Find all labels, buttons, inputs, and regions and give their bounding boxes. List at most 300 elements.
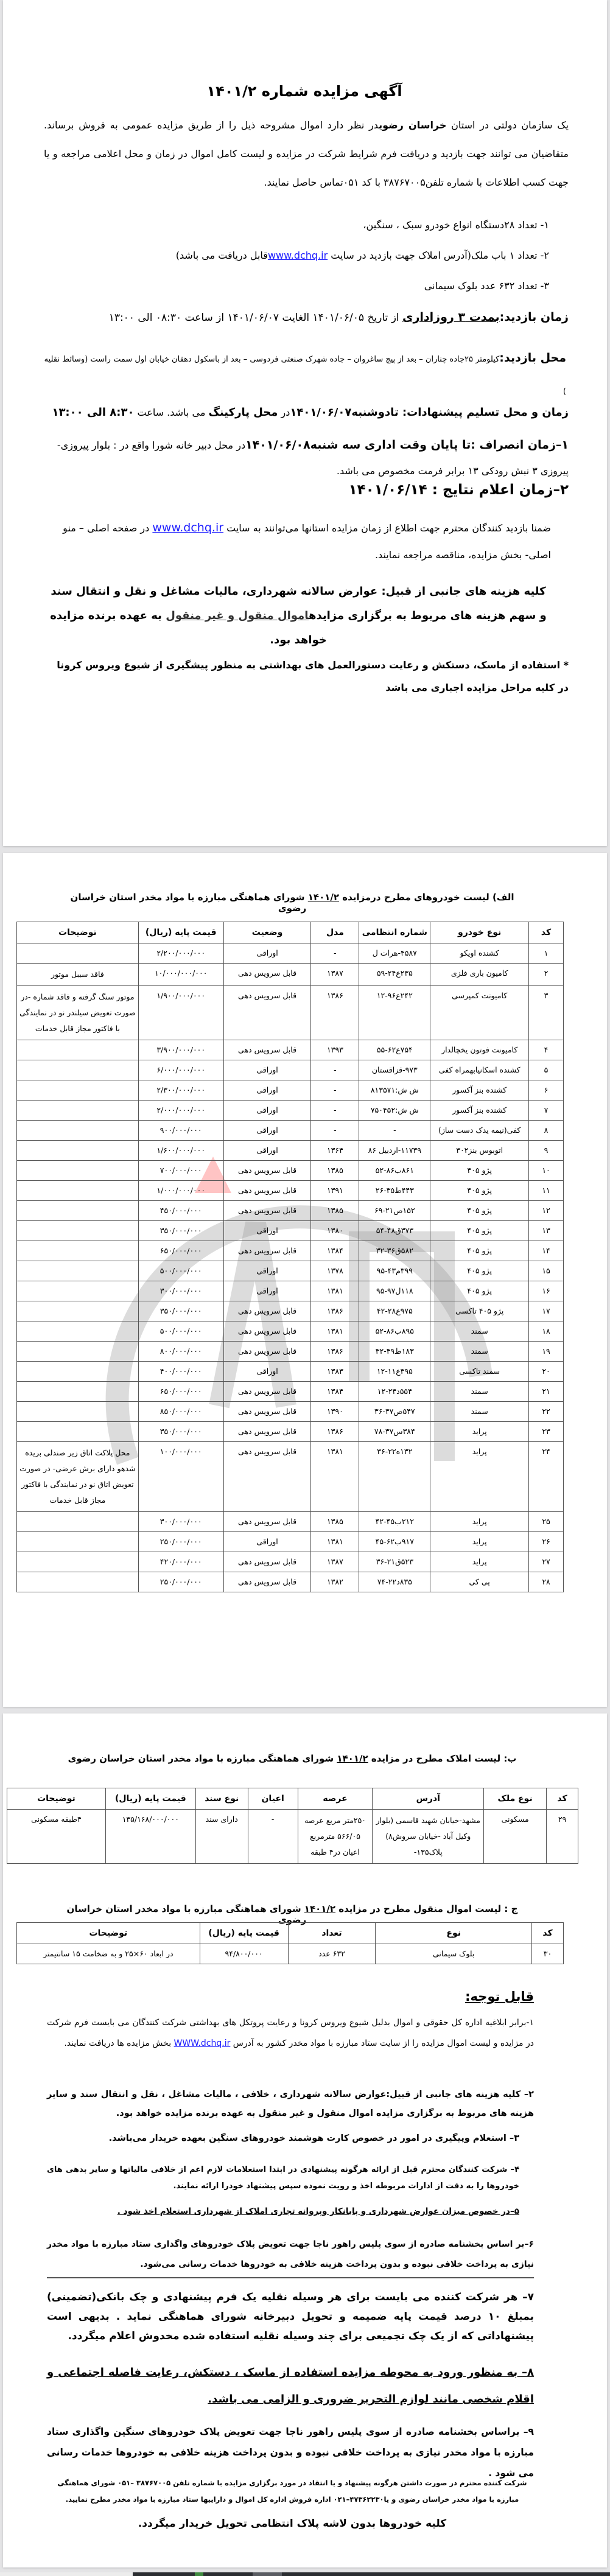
vehicles-cell: سمند تاکسی [430, 1362, 529, 1382]
vehicles-cell [17, 1141, 139, 1161]
vehicles-cell: ۹ [529, 1141, 564, 1161]
vehicles-cell: پراید [430, 1422, 529, 1442]
covid-note: * استفاده از ماسک، دستکش و رعایت دستورالعمل های بهداشتی به منظور پیشگیری از شیوع ویروس کرونا در کلیه مراحل مزایده اجباری می باشد [57, 659, 569, 693]
intro-province: خراسان رضوی [379, 119, 447, 131]
vehicles-cell: ۳۵۰/۰۰۰/۰۰۰ [138, 1221, 223, 1241]
table-row [17, 1301, 564, 1321]
vehicles-cell: قابل سرویس دهی [223, 1201, 311, 1221]
movables-cell: بلوک سیمانی [376, 1944, 532, 1964]
note-2 [47, 2085, 534, 2123]
vehicles-cell: پراید [430, 1532, 529, 1552]
vehicles-header-cell: شماره انتظامی [359, 922, 430, 943]
note-1-after: بخش مزایده ها دریافت نمایند. [64, 2039, 174, 2048]
vehicles-cell: قابل سرویس دهی [223, 1382, 311, 1402]
table-row [17, 1422, 564, 1442]
vehicles-cell [17, 1362, 139, 1382]
vehicles-cell: ۲/۳۰۰/۰۰۰/۰۰۰ [138, 1080, 223, 1101]
table-row [17, 1402, 564, 1422]
properties-table [7, 1788, 578, 1864]
table-row [17, 1572, 564, 1592]
taskbar-app-icon[interactable] [195, 2572, 203, 2576]
vehicles-cell: ۳/۹۰۰/۰۰۰/۰۰۰ [138, 1040, 223, 1060]
meanwhile-before: ضمنا بازدید کنندگان محترم جهت اطلاع از زمان مزایده استانها می‌توانند به سایت [223, 522, 551, 534]
vehicles-cell: قابل سرویس دهی [223, 964, 311, 986]
costs-before: کلیه هزینه های جانبی از قبیل: عوارض سالانه شهرداری، مالیات مشاغل و نقل و انتقال سند و سهم هزینه های مربوط به برگزاری مزایده [51, 585, 547, 622]
item-1: ۱- تعداد ۲۸دستگاه انواع خودرو سبک ، سنگین، [363, 219, 549, 231]
vehicles-cell: ۵۴۷ص۴۷-۳۶ [359, 1402, 430, 1422]
vehicles-title-number: ۱۴۰۱/۲ [307, 892, 340, 903]
vehicles-cell: ۱۳۸۵ [311, 1512, 359, 1532]
table-row [17, 1512, 564, 1532]
properties-header-cell: آدرس [373, 1788, 484, 1810]
vehicles-cell: ۱۵ [529, 1261, 564, 1281]
vehicles-cell: ۳۷۳ق۴۸-۵۴ [359, 1221, 430, 1241]
vehicles-cell: ۴۲۰/۰۰۰/۰۰۰ [138, 1552, 223, 1572]
dchq-link-2[interactable]: www.dchq.ir [152, 521, 224, 534]
vehicles-cell: ۱۳۸۵ [311, 1201, 359, 1221]
movables-header-cell: کد [532, 1923, 564, 1944]
vehicles-cell: ۲۵۰/۰۰۰/۰۰۰ [138, 1572, 223, 1592]
vehicles-cell: اوراقی [223, 1281, 311, 1301]
dchq-link[interactable]: www.dchq.ir [267, 250, 328, 261]
item-2 [176, 250, 549, 261]
vehicles-cell: کفی(نیمه یدک دست ساز) [430, 1121, 529, 1141]
visit-place [44, 342, 566, 408]
vehicles-cell [17, 1382, 139, 1402]
vehicles-cell: ۲۳ [529, 1422, 564, 1442]
properties-title [61, 1753, 524, 1764]
properties-header-cell: نوع ملک [484, 1788, 547, 1810]
vehicles-cell: ۱۳۲ه۲۲-۳۶ [359, 1442, 430, 1512]
vehicles-cell [17, 1301, 139, 1321]
vehicles-cell: کشنده بنز آکسور [430, 1101, 529, 1121]
vehicles-header-cell: کد [529, 922, 564, 943]
vehicles-cell: موتور سنگ گرفته و فاقد شماره -در صورت تعویض سیلندر نو در نمایندگی با فاکتور مجاز قابل خدمات [17, 986, 139, 1040]
vehicles-cell: ۱۳۸۲ [311, 1572, 359, 1592]
table-row [17, 1944, 564, 1964]
movables-header-cell: نوع [376, 1923, 532, 1944]
vehicles-header-cell: توضیحات [17, 922, 139, 943]
vehicles-cell: ۱۳۸۶ [311, 986, 359, 1040]
vehicles-cell: ۱۳۸۷ [311, 1552, 359, 1572]
vehicles-cell: ۸۳۵د۲۲-۷۴ [359, 1572, 430, 1592]
movables-cell: ۶۳۲ عدد [288, 1944, 376, 1964]
vehicles-cell: - [311, 1080, 359, 1101]
withdrawal-label: ۱–زمان انصراف :تا پایان وقت اداری سه شنبه۱۴۰۱/۰۶/۰۸ [245, 438, 569, 452]
vehicles-cell [17, 1040, 139, 1060]
table-row [17, 1060, 564, 1080]
vehicles-cell: اوراقی [223, 1101, 311, 1121]
vehicles-cell: ۱۳۸۴ [311, 1241, 359, 1261]
vehicles-cell: ۱۸ [529, 1321, 564, 1342]
vehicles-cell: ۱۰۰/۰۰۰/۰۰۰ [138, 1442, 223, 1512]
movables-cell: ۹۴/۸۰۰/۰۰۰ [200, 1944, 288, 1964]
vehicles-cell: قابل سرویس دهی [223, 1422, 311, 1442]
vehicles-cell: ۶۵۰/۰۰۰/۰۰۰ [138, 1241, 223, 1261]
vehicles-cell: کشنده بنز آکسور [430, 1080, 529, 1101]
vehicles-cell: ۱۶ [529, 1281, 564, 1301]
vehicles-cell: اوراقی [223, 1060, 311, 1080]
vehicles-cell: ۵ [529, 1060, 564, 1080]
properties-cell: ۴طبقه مسکونی [7, 1810, 106, 1864]
vehicles-cell: ۵۰۰/۰۰۰/۰۰۰ [138, 1261, 223, 1281]
vehicles-header-cell: مدل [311, 922, 359, 943]
vehicles-cell: ۱۳ [529, 1221, 564, 1241]
vehicles-header-cell: وضعیت [223, 922, 311, 943]
vehicles-cell: اوراقی [223, 1362, 311, 1382]
table-row [17, 943, 564, 964]
vehicles-cell: ۱۲ [529, 1201, 564, 1221]
vehicles-cell: ۲۲ [529, 1402, 564, 1422]
vehicles-cell: ۶ [529, 1080, 564, 1101]
table-row [17, 1261, 564, 1281]
note-4: ۴– شرکت کنندگان محترم قبل از ارائه هرگونه پیشنهادی در ابتدا استعلامات لازم اعم از خلافی مالیاتها و سایر بدهی های خودروها را به دقت از ادارات مربوطه اخذ و رویت نموده سپس پیشنهاد خودرا ارائه نمایند. [47, 2165, 519, 2191]
vehicles-cell: ۵۵۴د۲۴-۱۲ [359, 1382, 430, 1402]
delivery-label: زمان و محل تسلیم پیشنهادات: تادوشنبه۱۴۰۱/۰۶/۰۷ [290, 406, 569, 419]
vehicles-cell: قابل سرویس دهی [223, 1181, 311, 1201]
vehicles-cell: سمند [430, 1402, 529, 1422]
notice-title: آگهی مزایده شماره ۱۴۰۱/۲ [206, 83, 402, 100]
vehicles-cell: سمند [430, 1321, 529, 1342]
note-5: ۵–در خصوص میزان عوارض شهرداری و پایانکار وپروانه تجاری املاک از شهرداری استعلام اخذ شود . [117, 2207, 519, 2216]
vehicles-cell: ۱۴ [529, 1241, 564, 1261]
properties-header-cell: عرصه [298, 1788, 373, 1810]
vehicles-cell: ۳۵۰/۰۰۰/۰۰۰ [138, 1301, 223, 1321]
costs-after: به عهده برنده مزایده خواهد بود. [50, 609, 327, 646]
vehicles-cell: ۲۱ [529, 1382, 564, 1402]
vehicles-cell: ۱۳۸۳ [311, 1362, 359, 1382]
table-row [17, 1221, 564, 1241]
table-row [17, 1281, 564, 1301]
table-row [17, 1532, 564, 1552]
vehicles-cell [17, 1161, 139, 1181]
vehicles-cell: اوراقی [223, 1532, 311, 1552]
vehicles-cell: اتوبوس بنز۳۰۲ [430, 1141, 529, 1161]
vehicles-cell: محل پلاکت اتاق زیر صندلی بریده شدهو دارای برش عرضی- در صورت تعویض اتاق نو در نمایندگی با فاکتور مجاز قابل خدمات [17, 1442, 139, 1512]
vehicles-cell [17, 1552, 139, 1572]
vehicles-cell: ۸۹۵ب۸۶-۵۲ [359, 1321, 430, 1342]
vehicles-cell: ۲ [529, 964, 564, 986]
vehicles-cell [17, 1261, 139, 1281]
vehicles-cell: قابل سرویس دهی [223, 1342, 311, 1362]
properties-title-before: ب: لیست املاک مطرح در مزایده [368, 1753, 517, 1764]
vehicles-cell: اوراقی [223, 1221, 311, 1241]
table-row [17, 1342, 564, 1362]
vehicles-cell: کشنده اسکانیابهمراه کفی [430, 1060, 529, 1080]
vehicles-cell [17, 1060, 139, 1080]
intro-after: در نظر دارد اموال مشروحه ذیل را از طریق مزایده عمومی به فروش برساند. متقاضیان می توانند جهت بازدید و دریافت فرم شرایط شرکت در مزایده و لیست کامل اموال در زمان و محل اعلامی مراجعه و یا جهت کسب اطلاعات با شماره تلفن۳۸۷۶۷۰۰۵ با کد ۰۵۱تماس حاصل نمایند. [44, 119, 569, 188]
vehicles-cell: پژو ۴۰۵ [430, 1181, 529, 1201]
note-2-label: ۲– کلیه هزینه های جانبی از قبیل: [386, 2090, 534, 2099]
vehicles-cell: ۷ [529, 1101, 564, 1121]
vehicles-cell: ۱۷ [529, 1301, 564, 1321]
vehicles-cell: ۳۰۰/۰۰۰/۰۰۰ [138, 1512, 223, 1532]
taskbar-search-area[interactable] [0, 2572, 133, 2576]
vehicles-cell: پژو ۴۰۵ [430, 1161, 529, 1181]
vehicles-cell: ۱۳۹۳ [311, 1040, 359, 1060]
vehicles-cell [17, 1181, 139, 1201]
vehicles-cell: ۱۱ [529, 1181, 564, 1201]
vehicles-cell [17, 1402, 139, 1422]
vehicles-cell: پژو ۴۰۵ [430, 1221, 529, 1241]
vehicles-cell: اوراقی [223, 1141, 311, 1161]
item-2-after: قابل دریافت می باشد) [175, 250, 268, 261]
vehicles-cell: - [359, 1121, 430, 1141]
vehicles-cell [17, 1512, 139, 1532]
vehicles-cell: کامیون باری فلزی [430, 964, 529, 986]
vehicles-cell: پراید [430, 1442, 529, 1512]
properties-header-cell: اعیان [248, 1788, 298, 1810]
vehicles-table [16, 922, 564, 1592]
vehicles-cell: - [311, 1121, 359, 1141]
costs-underlined: اموال منقول و غیر منقول [166, 609, 309, 622]
movables-header-cell: قیمت پایه (ریال) [200, 1923, 288, 1944]
vehicles-cell [17, 1241, 139, 1261]
vehicles-cell: قابل سرویس دهی [223, 1241, 311, 1261]
properties-cell: ۱۳۵/۱۶۸/۰۰۰/۰۰۰ [105, 1810, 195, 1864]
vehicles-cell: کامیونت فوتون یخچالدار [430, 1040, 529, 1060]
vehicles-cell: ۱۳۹۰ [311, 1402, 359, 1422]
vehicles-cell: ۲۷ [529, 1552, 564, 1572]
properties-cell: مسکونی [484, 1810, 547, 1864]
vehicles-cell: قابل سرویس دهی [223, 986, 311, 1040]
vehicles-cell: - [311, 943, 359, 964]
vehicles-cell: ۲۶ [529, 1532, 564, 1552]
intro-paragraph [44, 111, 569, 197]
movables-title-before: ج : لیست اموال منقول مطرح در مزایده [335, 1903, 518, 1914]
properties-cell: ۲۹ [547, 1810, 578, 1864]
vehicles-cell: ۳۵۰/۰۰۰/۰۰۰ [138, 1422, 223, 1442]
movables-cell: ۳۰ [532, 1944, 564, 1964]
results-date: ۲–زمان اعلام نتایج : ۱۴۰۱/۰۶/۱۴ [348, 482, 569, 498]
vehicles-cell: ۱۱۷۳۹-اردبیل ۸۶ [359, 1141, 430, 1161]
vehicles-cell: پژو ۴۰۵ [430, 1281, 529, 1301]
table-row [17, 1382, 564, 1402]
vehicles-cell: ۱۵۲ص۲۱-۶۹ [359, 1201, 430, 1221]
vehicles-cell: ۴۵۰/۰۰۰/۰۰۰ [138, 1201, 223, 1221]
vehicles-cell [17, 1422, 139, 1442]
properties-cell: دارای سند [195, 1810, 248, 1864]
vehicles-cell [17, 943, 139, 964]
vehicles-cell: اوراقی [223, 1080, 311, 1101]
taskbar [0, 2572, 610, 2576]
vehicles-cell: قابل سرویس دهی [223, 1161, 311, 1181]
vehicles-cell: ۵۰۰/۰۰۰/۰۰۰ [138, 1321, 223, 1342]
vehicles-cell: ۲۰ [529, 1362, 564, 1382]
table-row [17, 1181, 564, 1201]
vehicles-cell [17, 1221, 139, 1241]
withdrawal-info [44, 432, 569, 484]
note-2-text: عوارض سالانه شهرداری ، خلافی ، مالیات مشاغل ، نقل و انتقال سند و سایر هزینه های مربوط به برگزاری مزایده اموال منقول و غیر منقول به عهده برنده مزایده خواهد بود. [47, 2090, 534, 2118]
vehicles-cell: ۱۸۳ط۴۹-۳۲ [359, 1342, 430, 1362]
properties-header-cell: توضیحات [7, 1788, 106, 1810]
contact-note: شرکت کننده محترم در صورت داشتن هرگونه پیشنهاد و یا انتقاد در مورد برگزاری مزایده با شماره تلفن ۳۸۷۶۷۰۰۵ –۰۵۱ شورای هماهنگی مبارزه با مواد مخدر خراسان رضوی و یا۴۷۳۶۲۲۳۰–۰۲۱ اداره فروش اداره کل اموال و داراییها ستاد مبارزه با مواد مخدر مطرح نمایید. [57, 2479, 527, 2504]
visit-place-text: کیلومتر ۲۵جاده چناران – بعد از پیچ ساغروان – جاده شهرک صنعتی فردوسی – بعد از باسکول دهقان خیابان اول سمت راست (وسائط نقلیه ) [44, 355, 566, 396]
visit-place-label: محل بازدید: [499, 351, 566, 365]
vehicles-cell: ۱۳۸۱ [311, 1281, 359, 1301]
delivery-in: در [278, 407, 290, 418]
table-row [17, 1080, 564, 1101]
vehicles-cell [17, 1342, 139, 1362]
vehicles-header-cell: نوع خودرو [430, 922, 529, 943]
dchq-link-3[interactable]: WWW.dchq.ir [174, 2039, 231, 2048]
vehicles-cell: قابل سرویس دهی [223, 1442, 311, 1512]
item-2-text: ۲- تعداد ۱ باب ملک(آدرس املاک جهت بازدید در سایت [328, 250, 549, 261]
vehicles-cell: فاقد سیبل موتور [17, 964, 139, 986]
meanwhile-note [43, 514, 551, 569]
vehicles-cell: ۳۰۰/۰۰۰/۰۰۰ [138, 1281, 223, 1301]
movables-title-number: ۱۴۰۱/۲ [304, 1903, 336, 1914]
vehicles-cell: ۱۳۸۴ [311, 1382, 359, 1402]
movables-header-cell: توضیحات [17, 1923, 200, 1944]
notes-heading: قابل توجه: [465, 1989, 534, 2004]
vehicles-cell: ۱۰ [529, 1161, 564, 1181]
vehicles-cell: ۲۸ [529, 1572, 564, 1592]
vehicles-cell: سمند [430, 1342, 529, 1362]
vehicles-cell: ۹۷۳-قزاقستان [359, 1060, 430, 1080]
taskbar-active-app[interactable] [253, 2572, 282, 2576]
vehicles-cell: پراید [430, 1512, 529, 1532]
vehicles-cell: ۸۶۱ب۸۶-۵۲ [359, 1161, 430, 1181]
vehicles-cell [17, 1121, 139, 1141]
vehicles-header-cell: قیمت پایه (ریال) [138, 922, 223, 943]
vehicles-title-after: شورای هماهنگی مبارزه با مواد مخدر استان خراسان رضوی [70, 892, 308, 914]
vehicles-cell: ۱/۶۰۰/۰۰۰/۰۰۰ [138, 1141, 223, 1161]
vehicles-cell: ۴۰۰/۰۰۰/۰۰۰ [138, 1362, 223, 1382]
table-row [17, 1201, 564, 1221]
vehicles-cell: ۱۳۶۴ [311, 1141, 359, 1161]
vehicles-cell: ۲۳۵ع۲۴-۵۹ [359, 964, 430, 986]
vehicles-cell: ۳ [529, 986, 564, 1040]
vehicles-cell: قابل سرویس دهی [223, 1552, 311, 1572]
vehicles-cell: ۲/۲۰۰/۰۰۰/۰۰۰ [138, 943, 223, 964]
vehicles-cell: ۱۳۸۰ [311, 1221, 359, 1241]
properties-title-number: ۱۴۰۱/۲ [337, 1753, 368, 1764]
vehicles-cell: کامیونت کمپرسی [430, 986, 529, 1040]
table-row [17, 1161, 564, 1181]
note-7: ۷– هر شرکت کننده می بایست برای هر وسیله نقلیه یک فرم پیشنهادی و چک بانکی(تضمینی) بمبلغ ۱۰ درصد قیمت پایه ضمیمه و تحویل دبیرخانه شورای هماهنگی نماید . بدیهی است پیشنهاداتی که از یک چک تجمیعی برای چند وسیله نقلیه استفاده شده مخدوش اعلام میگردد. [47, 2291, 534, 2342]
vehicles-cell: ۱/۹۰۰/۰۰۰/۰۰۰ [138, 986, 223, 1040]
vehicles-cell: ۱۳۸۷ [311, 964, 359, 986]
table-row [17, 1321, 564, 1342]
vehicles-cell: ۸۰۰/۰۰۰/۰۰۰ [138, 1342, 223, 1362]
vehicles-cell: ۳۸۴س۳۷-۷۸ [359, 1422, 430, 1442]
vehicles-cell: - [311, 1060, 359, 1080]
vehicles-cell: ۴۴۳ط۳۵-۲۶ [359, 1181, 430, 1201]
vehicles-cell: ۳۹۹م۴۳-۹۵ [359, 1261, 430, 1281]
delivery-info [52, 406, 569, 419]
vehicles-cell: ۱۳۸۱ [311, 1321, 359, 1342]
withdrawal-text: در محل دبیر خانه شورا واقع در : بلوار پیروزی- پیروزی ۳ نبش رودکی ۱۳ برابر فرمت مخصوص می باشد. [57, 439, 569, 477]
vehicles-title [61, 892, 524, 914]
table-row [17, 1040, 564, 1060]
vehicles-cell: ۲/۰۰۰/۰۰۰/۰۰۰ [138, 1101, 223, 1121]
costs-note [46, 579, 551, 653]
vehicles-cell: ۱/۰۰۰/۰۰۰/۰۰۰ [138, 1181, 223, 1201]
movables-header-cell: تعداد [288, 1923, 376, 1944]
vehicles-cell: ش ش:۷۵۰۴۵۲ [359, 1101, 430, 1121]
vehicles-cell [17, 1281, 139, 1301]
properties-cell: - [248, 1810, 298, 1864]
vehicles-cell: ش ش:۸۱۳۵۷۱ [359, 1080, 430, 1101]
vehicles-cell: - [311, 1101, 359, 1121]
movables-title-after: شورای هماهنگی مبارزه با مواد مخدر استان خراسان رضوی [66, 1903, 307, 1925]
vehicles-cell: ۷۵۴ع۶۲-۵۵ [359, 1040, 430, 1060]
vehicles-cell: ۱۳۸۶ [311, 1422, 359, 1442]
table-row [17, 1552, 564, 1572]
vehicles-cell: ۱۳۸۱ [311, 1532, 359, 1552]
table-row [17, 1141, 564, 1161]
vehicles-cell: پژو ۴۰۵ [430, 1201, 529, 1221]
vehicles-cell: اوراقی [223, 1261, 311, 1281]
table-row [17, 986, 564, 1040]
vehicles-cell: ۶/۰۰۰/۰۰۰/۰۰۰ [138, 1060, 223, 1080]
vehicles-cell [17, 1321, 139, 1342]
vehicles-cell: ۱ [529, 943, 564, 964]
table-row [17, 964, 564, 986]
vehicles-cell: کشنده اویکو [430, 943, 529, 964]
vehicles-cell: قابل سرویس دهی [223, 1572, 311, 1592]
vehicles-cell [17, 1201, 139, 1221]
vehicles-cell: ۲۱۲ب۴۵-۴۲ [359, 1512, 430, 1532]
vehicles-cell: ۷۰۰/۰۰۰/۰۰۰ [138, 1161, 223, 1181]
vehicles-cell: ۳۹۵ع۱۱-۱۲ [359, 1362, 430, 1382]
vehicles-cell: ۶۵۰/۰۰۰/۰۰۰ [138, 1382, 223, 1402]
table-row [7, 1810, 578, 1864]
table-row [17, 1101, 564, 1121]
properties-header-cell: کد [547, 1788, 578, 1810]
vehicles-cell: پی کی [430, 1572, 529, 1592]
vehicles-cell: ۵۲۳ق۲۱-۳۶ [359, 1552, 430, 1572]
vehicles-cell: سمند [430, 1382, 529, 1402]
properties-header-cell: قیمت پایه (ریال) [105, 1788, 195, 1810]
final-note: کلیه خودروها بدون لاشه پلاک انتظامی تحویل خریدار میگردد. [138, 2518, 447, 2530]
vehicles-cell: ۲۵۰/۰۰۰/۰۰۰ [138, 1532, 223, 1552]
vehicles-cell: ۸ [529, 1121, 564, 1141]
delivery-place: محل پارکینگ [208, 406, 278, 419]
visit-time-text: از تاریخ ۱۴۰۱/۰۶/۰۵ الغایت ۱۴۰۱/۰۶/۰۷ از ساعت ۰۸:۳۰ الی ۱۳:۰۰ [108, 312, 403, 324]
note-1 [47, 2012, 534, 2054]
table-row [17, 1241, 564, 1261]
meanwhile-after: در صفحه اصلی – منو اصلی- بخش مزایده، مناقصه مراجعه نمایند. [63, 522, 551, 561]
note-1-before: ۱-برابر ابلاغیه اداره کل حقوقی و اموال بدلیل شیوع ویروس کرونا و رعایت پروتکل های بهداشتی شرکت کنندگان می بایست فرم شرکت در مزایده و لیست اموال مزایده را از سایت ستاد مبارزه با مواد مخدر کشور به آدرس [47, 2018, 534, 2048]
table-row [17, 1121, 564, 1141]
vehicles-cell: پژو ۴۰۵ [430, 1261, 529, 1281]
item-3: ۳- تعداد ۶۳۲ عدد بلوک سیمانی [424, 280, 549, 292]
vehicles-cell: ۲۴۲ع۹۶-۱۲ [359, 986, 430, 1040]
table-row [17, 1362, 564, 1382]
vehicles-cell: قابل سرویس دهی [223, 1512, 311, 1532]
vehicles-title-before: الف) لیست خودروهای مطرح درمزایده [339, 892, 514, 903]
vehicles-cell: ۱۳۸۶ [311, 1342, 359, 1362]
vehicles-cell [17, 1572, 139, 1592]
properties-header-cell: نوع سند [195, 1788, 248, 1810]
note-6: ۶–بر اساس بخشنامه صادره از سوی پلیس راهور ناجا جهت تعویض پلاک خودروهای واگذاری ستاد مبارزه با مواد مخدر نیازی به پرداخت خلافی نبوده و بدون پرداخت هزینه خلافی به خودروها خدمات رسانی می‌شود. [47, 2235, 534, 2278]
vehicles-cell: ۱۳۸۶ [311, 1301, 359, 1321]
vehicles-cell: ۱۰/۰۰۰/۰۰۰/۰۰۰ [138, 964, 223, 986]
table-row [17, 1442, 564, 1512]
vehicles-cell: ۱۳۸۱ [311, 1442, 359, 1512]
vehicles-cell: اوراقی [223, 1121, 311, 1141]
vehicles-cell: قابل سرویس دهی [223, 1301, 311, 1321]
vehicles-cell: ۲۵ [529, 1512, 564, 1532]
vehicles-cell: پراید [430, 1552, 529, 1572]
vehicles-cell: ۸۵۰/۰۰۰/۰۰۰ [138, 1402, 223, 1422]
vehicles-cell: قابل سرویس دهی [223, 1040, 311, 1060]
vehicles-cell: ۱۳۹۱ [311, 1181, 359, 1201]
visit-time-label: زمان بازدید: [499, 310, 569, 324]
vehicles-cell: ۵۸۲ق۳۶-۳۲ [359, 1241, 430, 1261]
